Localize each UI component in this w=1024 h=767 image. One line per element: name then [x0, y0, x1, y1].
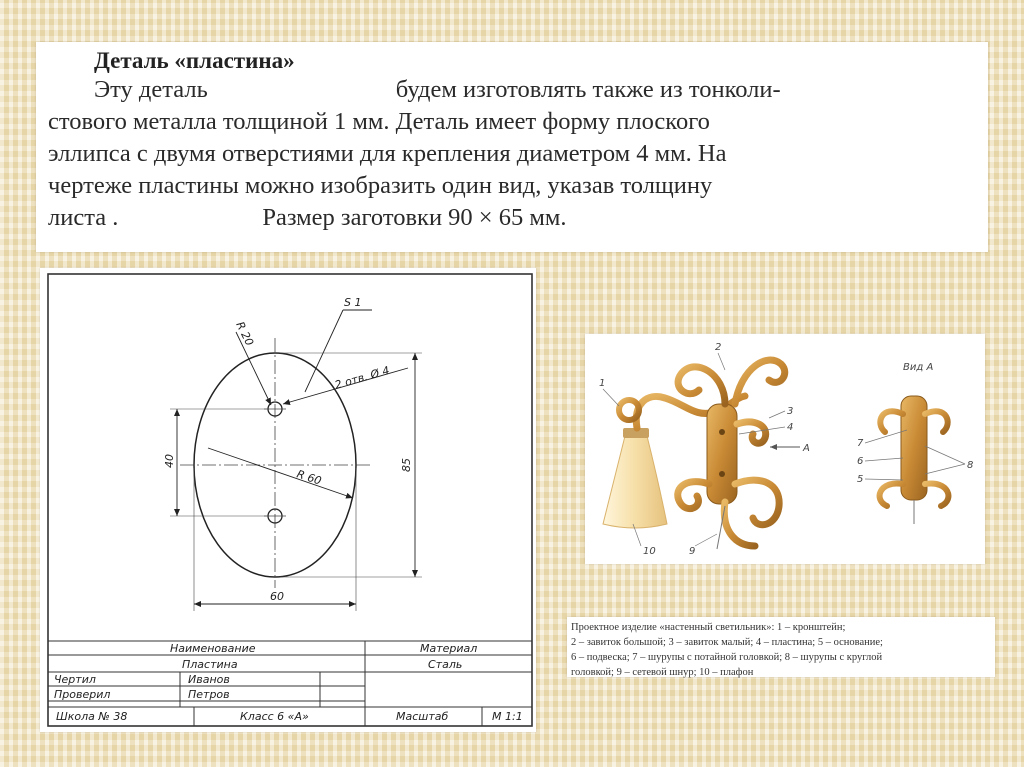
scale-label: Масштаб: [396, 710, 449, 723]
label-2: 2: [715, 342, 722, 353]
drawn-value: Иванов: [188, 673, 230, 686]
paragraph-line-1: [48, 74, 976, 106]
label-3: 3: [787, 406, 794, 417]
paragraph-line-4: чертеже пластины можно изобразить один вид, указав толщину: [48, 172, 713, 199]
caption-line-2: 2 – завиток большой; 3 – завиток малый; 4 – пластина; 5 – основание;: [571, 637, 883, 648]
caption-line-4: головкой; 9 – сетевой шнур; 10 – плафон: [571, 667, 754, 678]
technical-drawing: [40, 268, 536, 732]
r60-label: R 60: [295, 467, 324, 488]
paragraph-line-2: стового металла толщиной 1 мм. Деталь имеет форму плоского: [48, 108, 710, 135]
section-title: Деталь «пластина»: [94, 48, 295, 73]
class-label: Класс 6 «А»: [240, 710, 309, 723]
arrow-a-label: A: [803, 443, 810, 454]
photo-caption: [567, 617, 995, 677]
name-value: Пластина: [182, 658, 238, 671]
label-8: 8: [967, 460, 974, 471]
label-7: 7: [857, 438, 864, 449]
holes-label: 2 отв. Ø 4: [333, 363, 391, 392]
material-label: Материал: [420, 642, 478, 655]
name-label: Наименование: [170, 642, 256, 655]
drawing-svg: [40, 268, 536, 732]
line5-end: Размер заготовки 90 × 65 мм.: [262, 204, 567, 231]
dim-60-label: 60: [270, 590, 284, 603]
caption-line-1: Проектное изделие «настенный светильник»: 1 – кронштейн;: [571, 622, 846, 633]
label-6: 6: [857, 456, 864, 467]
label-1: 1: [599, 378, 606, 389]
scale-value: М 1:1: [492, 710, 523, 723]
plate-icon: [707, 404, 737, 504]
line1-end: будем изготовлять также из тонколи-: [395, 76, 781, 103]
caption-text: [571, 620, 991, 680]
material-value: Сталь: [428, 658, 463, 671]
dim-85-label: 85: [400, 458, 413, 472]
checked-value: Петров: [188, 688, 230, 701]
thickness-label: S 1: [344, 296, 362, 309]
label-9: 9: [689, 546, 696, 557]
label-5: 5: [857, 474, 864, 485]
r60-leader: [208, 448, 353, 498]
line5-start: листа .: [48, 204, 119, 231]
lamp-photo: [585, 334, 985, 564]
checked-label: Проверил: [54, 688, 111, 701]
paragraph-line-5: [48, 202, 976, 234]
drawn-label: Чертил: [54, 673, 96, 686]
paragraph-line-3: эллипса с двумя отверстиями для крепления диаметром 4 мм. На: [48, 140, 727, 167]
view-a-label: Вид А: [903, 362, 934, 373]
label-4: 4: [787, 422, 794, 433]
dim-40-label: 40: [163, 454, 176, 468]
caption-line-3: 6 – подвеска; 7 – шурупы с потайной головкой; 8 – шурупы с круглой: [571, 652, 883, 663]
r20-label: R 20: [233, 319, 257, 348]
line1-start: Эту деталь: [94, 76, 208, 103]
description-paragraph: [48, 74, 976, 234]
school-label: Школа № 38: [56, 710, 128, 723]
text-card: [36, 42, 988, 252]
lamp-illustration: [585, 334, 985, 564]
lamp-shade: [603, 436, 667, 528]
label-10: 10: [643, 546, 656, 557]
